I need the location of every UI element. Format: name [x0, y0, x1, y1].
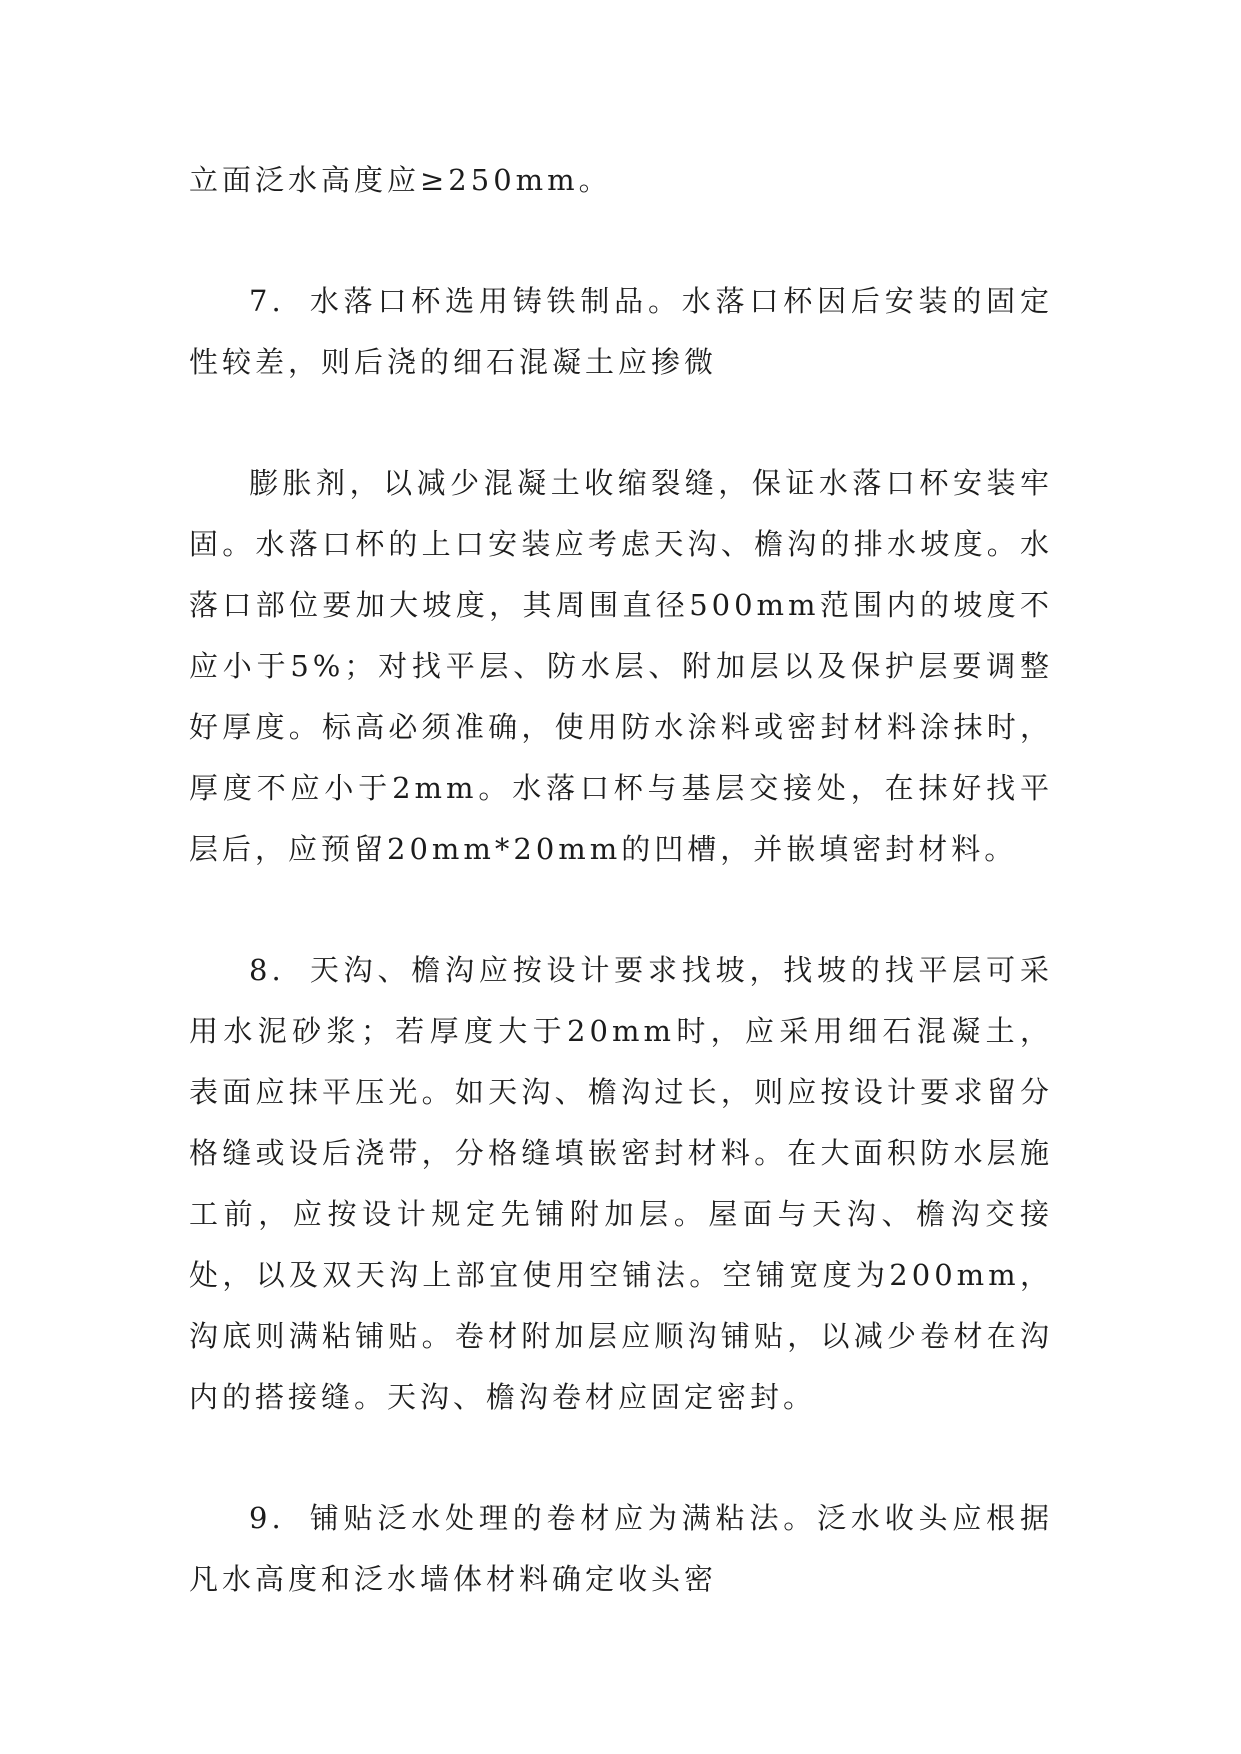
item-number: 7.: [249, 284, 285, 318]
paragraph-item-8: [189, 940, 1053, 1428]
paragraph-continuation: [189, 150, 1053, 211]
paragraph-text: 水落口杯选用铸铁制品。水落口杯因后安装的固定性较差，则后浇的细石混凝土应掺微: [189, 284, 1053, 379]
paragraph-text: 铺贴泛水处理的卷材应为满粘法。泛水收头应根据凡水高度和泛水墙体材料确定收头密: [189, 1501, 1053, 1596]
item-number: 9.: [249, 1501, 285, 1535]
paragraph-item-7: [189, 271, 1053, 393]
paragraph-item-7-continued: [189, 453, 1053, 880]
paragraph-item-9: [189, 1488, 1053, 1610]
paragraph-text: 膨胀剂，以减少混凝土收缩裂缝，保证水落口杯安装牢固。水落口杯的上口安装应考虑天沟、檐沟的排水坡度。水落口部位要加大坡度，其周围直径500mm范围内的坡度不应小于5%；对找平层、防水层、附加层以及保护层要调整好厚度。标高必须准确，使用防水涂料或密封材料涂抹时，厚度不应小于2mm。水落口杯与基层交接处，在抹好找平层后，应预留20mm*20mm的凹槽，并嵌填密封材料。: [189, 466, 1053, 866]
item-number: 8.: [249, 953, 285, 987]
document-body: [189, 150, 1053, 1610]
paragraph-text: 立面泛水高度应≥250mm。: [189, 163, 612, 197]
paragraph-text: 天沟、檐沟应按设计要求找坡，找坡的找平层可采用水泥砂浆；若厚度大于20mm时，应采用细石混凝土，表面应抹平压光。如天沟、檐沟过长，则应按设计要求留分格缝或设后浇带，分格缝填嵌密封材料。在大面积防水层施工前，应按设计规定先铺附加层。屋面与天沟、檐沟交接处，以及双天沟上部宜使用空铺法。空铺宽度为200mm，沟底则满粘铺贴。卷材附加层应顺沟铺贴，以减少卷材在沟内的搭接缝。天沟、檐沟卷材应固定密封。: [189, 953, 1053, 1414]
